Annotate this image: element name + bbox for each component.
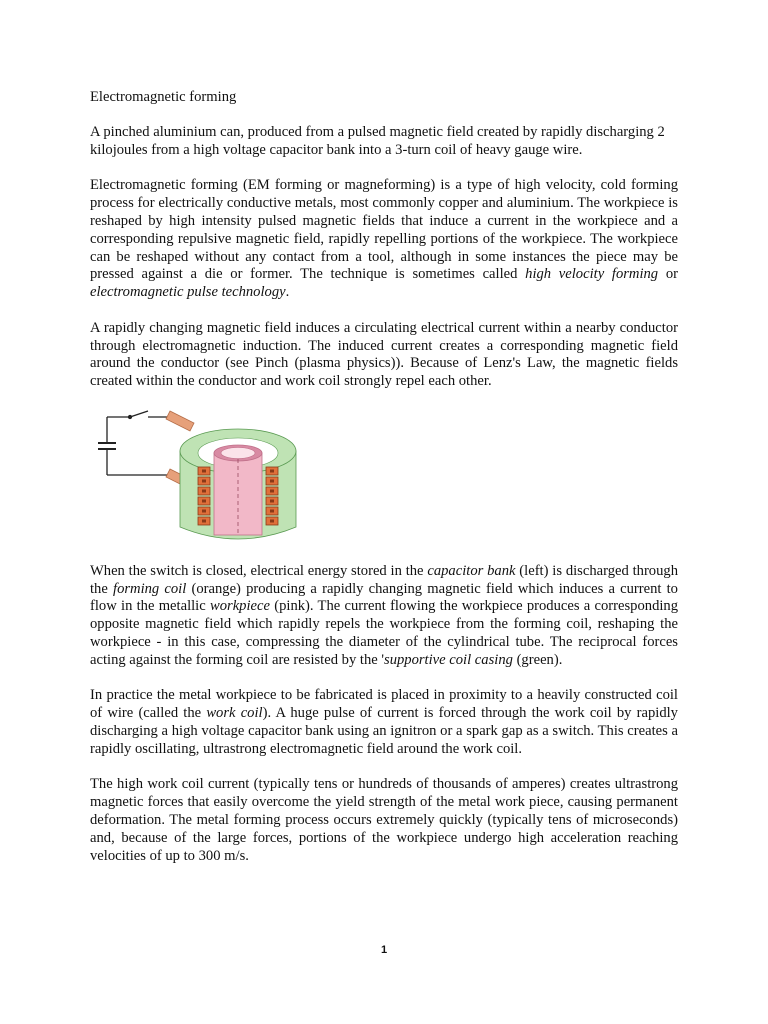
emphasis-work-coil: work coil [206,705,263,722]
document-page [90,88,678,883]
coil-winding-core [270,499,274,502]
coil-winding-core [270,489,274,492]
forming-coil-illustration [90,409,320,549]
coil-winding-core [270,509,274,512]
paragraph-forces: The high work coil current (typically tens or hundreds of thousands of amperes) creates ultrastrong magnetic forces that easily overcome the yield strength of the metal work piece, causing permanent deformation. The metal forming process occurs extremely quickly (typically tens of microseconds) and, because of the large forces, portions of the workpiece undergo high acceleration reaching velocities of up to 300 m/s. [90,776,678,864]
workpiece-tube [214,445,262,535]
paragraph-practice-text-1: In practice the metal workpiece to be fabricated is placed in proximity to a heavily constructed coil of wire (called the [90,687,678,722]
emphasis-forming-coil: forming coil [113,580,187,597]
paragraph-switch-text-3: (orange) producing a rapidly changing magnetic field which induces a current to flow in the metallic [90,580,678,615]
paragraph-definition-text-a: Electromagnetic forming (EM forming or magneforming) is a type of high velocity, cold forming process for electrically conductive metals, most commonly copper and aluminium. The workpiece is reshaped by high intensity pulsed magnetic fields that induce a current in the workpiece and a corresponding repulsive magnetic field, rapidly repelling portions of the workpiece. The workpiece can be reshaped without any contact from a tool, although in some instances the piece may be pressed against a die or former. The technique is sometimes called [90,177,678,283]
coil-winding-core [270,519,274,522]
paragraph-definition [90,177,678,302]
emphasis-workpiece: workpiece [209,598,270,615]
paragraph-switch-text-1: When the switch is closed, electrical energy stored in the [90,562,428,579]
forming-coil-diagram [90,409,320,549]
document-title: Electromagnetic forming [90,89,237,105]
coil-winding-core [202,519,206,522]
paragraph-switch-text-4: (pink). The current flowing the workpiece produces a corresponding opposite magnetic field which rapidly repels the workpiece from the forming coil, reshaping the workpiece - in this case, compressing the diameter of the cylindrical tube. The reciprocal forces acting against the forming coil are resisted by the ' [90,598,679,668]
coil-winding-core [202,469,206,472]
intro-caption: A pinched aluminium can, produced from a pulsed magnetic field created by rapidly discharging 2 kilojoules from a high voltage capacitor bank into a 3-turn coil of heavy gauge wire. [90,124,665,158]
emphasis-electromagnetic-pulse-technology: electromagnetic pulse technology [90,284,286,301]
emphasis-supportive-coil-casing: supportive coil casing [384,651,513,668]
paragraph-induction: A rapidly changing magnetic field induces a circulating electrical current within a nearby conductor through electromagnetic induction. The induced current creates a corresponding magnetic field around the conductor (see Pinch (plasma physics)). Because of Lenz's Law, the magnetic fields created within the conductor and work coil strongly repel each other. [90,319,678,390]
emphasis-capacitor-bank: capacitor bank [427,562,516,579]
paragraph-practice [90,687,678,758]
coil-winding-core [270,469,274,472]
capacitor-switch-circuit [98,411,170,475]
coil-winding-core [202,509,206,512]
paragraph-switch-text-2: (left) is discharged through the [90,562,678,597]
paragraph-definition-text-c: . [285,284,290,301]
paragraph-switch-explanation [90,563,678,670]
paragraph-definition-text-b: or [658,266,678,283]
paragraph-practice-text-2: ). A huge pulse of current is forced through the work coil by rapidly discharging a high voltage capacitor bank using an ignitron or a spark gap as a switch. This creates a rapidly oscillating, ultrastrong electromagnetic field around the work coil. [90,705,678,757]
coil-winding-core [202,489,206,492]
page-number: 1 [380,944,388,956]
emphasis-high-velocity-forming: high velocity forming [525,266,659,283]
coil-winding-core [202,479,206,482]
coil-winding-core [270,479,274,482]
paragraph-switch-text-5: (green). [512,651,563,668]
coil-winding-core [202,499,206,502]
